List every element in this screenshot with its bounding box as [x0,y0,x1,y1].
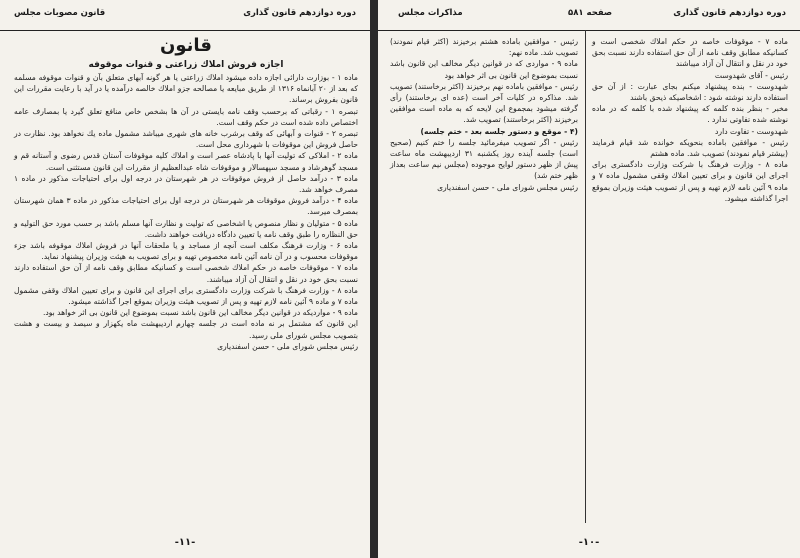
right-page-header [378,0,800,31]
left-page-number: -۱۱- [174,537,196,548]
right-header-center: صفحه ۵۸۱ [568,8,613,18]
debate-paragraph: ماده ۸ - وزارت فرهنگ با شرکت وزارت دادگستری برای اجرای این قانون و برای تعیین املاك وقفی مشمول ماده ۷ و ماده ۹ آئین نامه لازم تهیه و پس از تصویب هیئت وزیران بموقع اجرا گذاشته میشود. [592,160,788,203]
law-article-paragraph: ماده ۹ - مواردیکه در قوانین دیگر مخالف این قانون باشد نسبت بموضوع این قانون بی اثر خواهد بود. [42,308,358,318]
book-gutter [370,0,378,558]
debate-paragraph: رئیس - آقای شهدوست [714,70,788,80]
left-page-header [0,0,370,31]
left-page [0,0,370,558]
debate-paragraph: شهدوست - تفاوت دارد [715,126,788,136]
debate-paragraph: رئیس - اگر تصویب میفرمائید جلسه را ختم کنیم (صحیح است) جلسه آینده روز یکشنبه ۳۱ اردیبهشت ماه ساعت پیش از ظهر دستور لوایح موجوده (مجلس نیم ساعت بعداز ظهر ختم شد) [390,137,579,181]
law-subtitle: اجازه فروش املاك زراعتی و قنوات موقوفه [88,60,284,70]
law-article-paragraph: ماده ۴ - درآمد فروش موقوفات هر شهرستان در درجه اول برای احتیاجات مذکور در ماده ۳ همان شهرستان بمصرف میرسد. [14,196,359,217]
debate-paragraph: مخبر - بنظر بنده کلمه که پیشنهاد شده با کلمه که در ماده نوشته شده تفاوتی ندارد . [592,104,788,125]
law-article-paragraph: تبصره ۲ - قنوات و آبهائی که وقف برشرب خانه های شهری میباشد مشمول ماده یك نخواهد بود. نظارت در حاصل فروش این موقوفات با شهرداری محل است. [14,129,358,150]
law-title: قانون [160,35,212,56]
law-article-paragraph: ماده ۶ - وزارت فرهنگ مکلف است آنچه از مساجد و یا ملحقات آنها در فروش املاك موقوفه باشد جزء موقوفات محسوب و در آن نامه آئین نامه مخصوص تهیه و برای تصویب به هیئت وزیران پیشنهاد نماید. [14,241,358,262]
law-article-paragraph: ماده ۷ - موقوفات خاصه در حکم املاك شخصی است و كسانیكه مطابق وقف نامه از آن حق استفاده دارند نسبت بحق خود در نقل و انتقال آن آزاد میباشند. [14,263,358,284]
law-article-paragraph: ماده ۳ - درآمد حاصل از فروش موقوفات در هر شهرستان در درجه اول برای احتیاجات مذکور در ماده ۱ مصرف خواهد شد. [14,173,358,195]
law-article-paragraph: ماده ۵ - متولیان و نظار منصوص یا اشخاصی که تولیت و نظارت آنها مسلم باشد بر حسب مورد حق التولیه و حق النظاره را طبق وقف نامه یا تعیین دادگاه دریافت خواهند داشت. [14,218,358,239]
law-article-paragraph: این قانون که مشتمل بر نه ماده است در جلسه چهارم اردیبهشت ماه یکهزار و سیصد و بیست و هشت بتصویب مجلس شورای ملی رسید. [14,319,358,340]
signature-line: رئیس مجلس شورای ملی - حسن اسفندیاری [217,341,358,351]
debate-paragraph: رئیس - موافقین باماده بنحویکه خوانده شد قیام فرمایند (بیشتر قیام نمودند) تصویب شد. ماده هشتم [592,137,788,159]
column-divider [585,30,586,523]
signature-line: رئیس مجلس شورای ملی - حسن اسفندیاری [437,182,578,192]
debate-paragraph: ماده ۷ - موقوفات خاصه در حکم املاك شخصی است و كسانیكه مطابق وقف نامه از آن حق استفاده دارند نسبت بحق خود در نقل و انتقال آن آزاد میباشند [592,37,788,69]
law-article-paragraph: ماده ۲ - املاکی که تولیت آنها با پادشاه عصر است و املاك کلیه موقوفات آستان قدس رضوی و آستانه قم و مسجد گوهرشاد و مسجد سپهسالار و موقوفات شاه عبدالعظیم از مقررات این قانون مستثنی است. [14,151,358,172]
debate-paragraph: رئیس - موافقین باماده نهم برخیزند (اکثر برخاستند) تصویب شد. مذاکره در کلیات آخر است (عده ای برخاستند) رأی گرفته میشود بمجموع این لایحه که به ماده است موافقین برخیزند (اکثر برخاستند) تصویب شد. [390,81,578,125]
right-header-left: مذاکرات مجلس [398,8,463,18]
debate-paragraph: رئیس - موافقین باماده هشتم برخیزند (اکثر قیام نمودند) تصویب شد. ماده نهم: [390,37,578,58]
right-page [378,0,800,558]
debate-paragraph: شهدوست - بنده پیشنهاد میکنم بجای عبارت : از آن حق استفاده دارند نوشته شود : اشخاصیکه ذیحق باشند [592,81,788,103]
right-column [592,36,788,204]
law-article-paragraph: تبصره ۱ - رقباتی که برحسب وقف نامه بایستی در آن ها بشخص خاص منافع تعلق گیرد یا بمصارف عامه اختصاص داده شده است در حکم وقف است. [14,106,358,127]
law-article-paragraph: ماده ۱ - بوزارت دارائی اجازه داده میشود املاك زراعتی یا هر گونه آبهای متعلق بآن و قنوات موقوفه مسلمه که بعد از ۲۰ آبانماه ۱۳۱۶ از طریق مبایعه یا مصالحه جزو املاك خالصه درآمده یا در آید با رعایت مقررات این قانون بفروش برساند. [14,73,359,105]
right-page-number: -۱۰- [578,537,600,548]
debate-paragraph: ماده ۹ - مواردی که در قوانین دیگر مخالف این قانون باشد نسبت بموضوع این قانون بی اثر خواهد بود [390,59,579,80]
left-column [390,36,578,193]
left-header-right: دوره دوازدهم قانون گذاری [243,8,356,18]
right-header-right: دوره دوازدهم قانون گذاری [673,8,786,18]
law-articles [14,72,358,352]
debate-paragraph: (۴ - موقع و دستور جلسه بعد - ختم جلسه) [420,126,578,136]
left-page-body [14,34,358,352]
law-article-paragraph: ماده ۸ - وزارت فرهنگ با شرکت وزارت دادگستری برای اجرای این قانون و برای تعیین املاك وقفی مشمول ماده ۷ و ماده ۹ آئین نامه لازم تهیه و پس از تصویب هیئت وزیران بموقع اجرا گذاشته میشود. [14,285,359,307]
left-header-left: قانون مصوبات مجلس [14,8,106,18]
